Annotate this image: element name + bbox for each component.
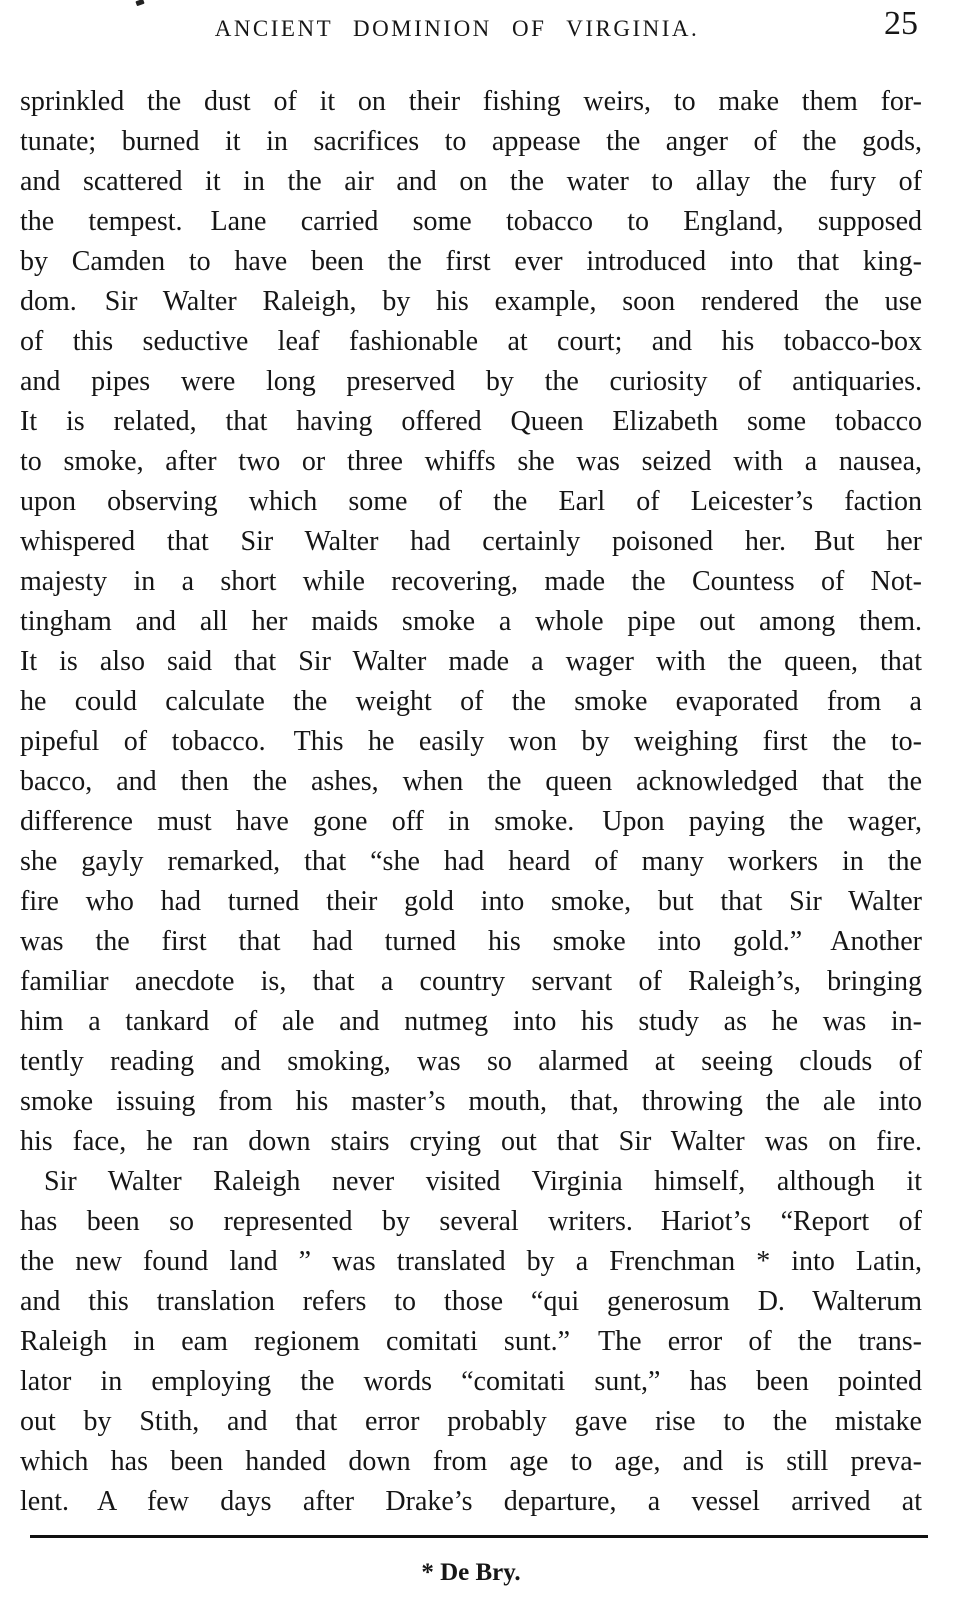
text-line: Sir Walter Raleigh never visited Virginia himself, although it [44, 1166, 922, 1197]
text-line: upon observing which some of the Earl of Leicester’s faction [20, 486, 922, 517]
text-line: sprinkled the dust of it on their fishing weirs, to make them for- [20, 86, 922, 117]
text-line: bacco, and then the ashes, when the queen acknowledged that the [20, 766, 922, 797]
text-line: by Camden to have been the first ever introduced into that king- [20, 246, 922, 277]
text-line: his face, he ran down stairs crying out that Sir Walter was on fire. [20, 1126, 922, 1157]
text-line: him a tankard of ale and nutmeg into his study as he was in- [20, 1006, 922, 1037]
text-line: dom. Sir Walter Raleigh, by his example, soon rendered the use [20, 286, 922, 317]
text-line: the new found land ” was translated by a Frenchman * into Latin, [20, 1246, 922, 1277]
text-line: has been so represented by several writers. Hariot’s “Report of [20, 1206, 922, 1237]
text-line: tunate; burned it in sacrifices to appease the anger of the gods, [20, 126, 922, 157]
text-line: and scattered it in the air and on the water to allay the fury of [20, 166, 922, 197]
running-header: ANCIENT DOMINION OF VIRGINIA. [214, 16, 700, 41]
text-line: which has been handed down from age to age, and is still preva- [20, 1446, 922, 1477]
text-line: the tempest. Lane carried some tobacco to England, supposed [20, 206, 922, 237]
text-line: and pipes were long preserved by the curiosity of antiquaries. [20, 366, 922, 397]
text-line: to smoke, after two or three whiffs she was seized with a nausea, [20, 446, 922, 477]
body-text [20, 82, 922, 1522]
text-line: Raleigh in eam regionem comitati sunt.” The error of the trans- [20, 1326, 922, 1357]
text-line: tingham and all her maids smoke a whole pipe out among them. [20, 606, 922, 637]
text-line: lator in employing the words “comitati sunt,” has been pointed [20, 1366, 922, 1397]
footnote: * De Bry. [421, 1559, 521, 1586]
text-line: lent. A few days after Drake’s departure, a vessel arrived at [20, 1486, 922, 1517]
text-line: pipeful of tobacco. This he easily won by weighing first the to- [20, 726, 922, 757]
text-line: whispered that Sir Walter had certainly poisoned her. But her [20, 526, 922, 557]
text-line: familiar anecdote is, that a country servant of Raleigh’s, bringing [20, 966, 922, 997]
footnote-divider [30, 1535, 928, 1538]
text-line: It is related, that having offered Queen Elizabeth some tobacco [20, 406, 922, 437]
text-line: he could calculate the weight of the smoke evaporated from a [20, 686, 922, 717]
text-line: fire who had turned their gold into smoke, but that Sir Walter [20, 886, 922, 917]
text-line: and this translation refers to those “qui generosum D. Walterum [20, 1286, 922, 1317]
scan-speck [135, 0, 144, 6]
text-line: of this seductive leaf fashionable at court; and his tobacco-box [20, 326, 922, 357]
text-line: smoke issuing from his master’s mouth, that, throwing the ale into [20, 1086, 922, 1117]
text-line: she gayly remarked, that “she had heard of many workers in the [20, 846, 922, 877]
text-line: majesty in a short while recovering, made the Countess of Not- [20, 566, 922, 597]
text-line: tently reading and smoking, was so alarmed at seeing clouds of [20, 1046, 922, 1077]
text-line: out by Stith, and that error probably gave rise to the mistake [20, 1406, 922, 1437]
text-line: difference must have gone off in smoke. Upon paying the wager, [20, 806, 922, 837]
text-line: was the first that had turned his smoke into gold.” Another [20, 926, 922, 957]
page-number: 25 [884, 5, 918, 42]
text-line: It is also said that Sir Walter made a wager with the queen, that [20, 646, 922, 677]
